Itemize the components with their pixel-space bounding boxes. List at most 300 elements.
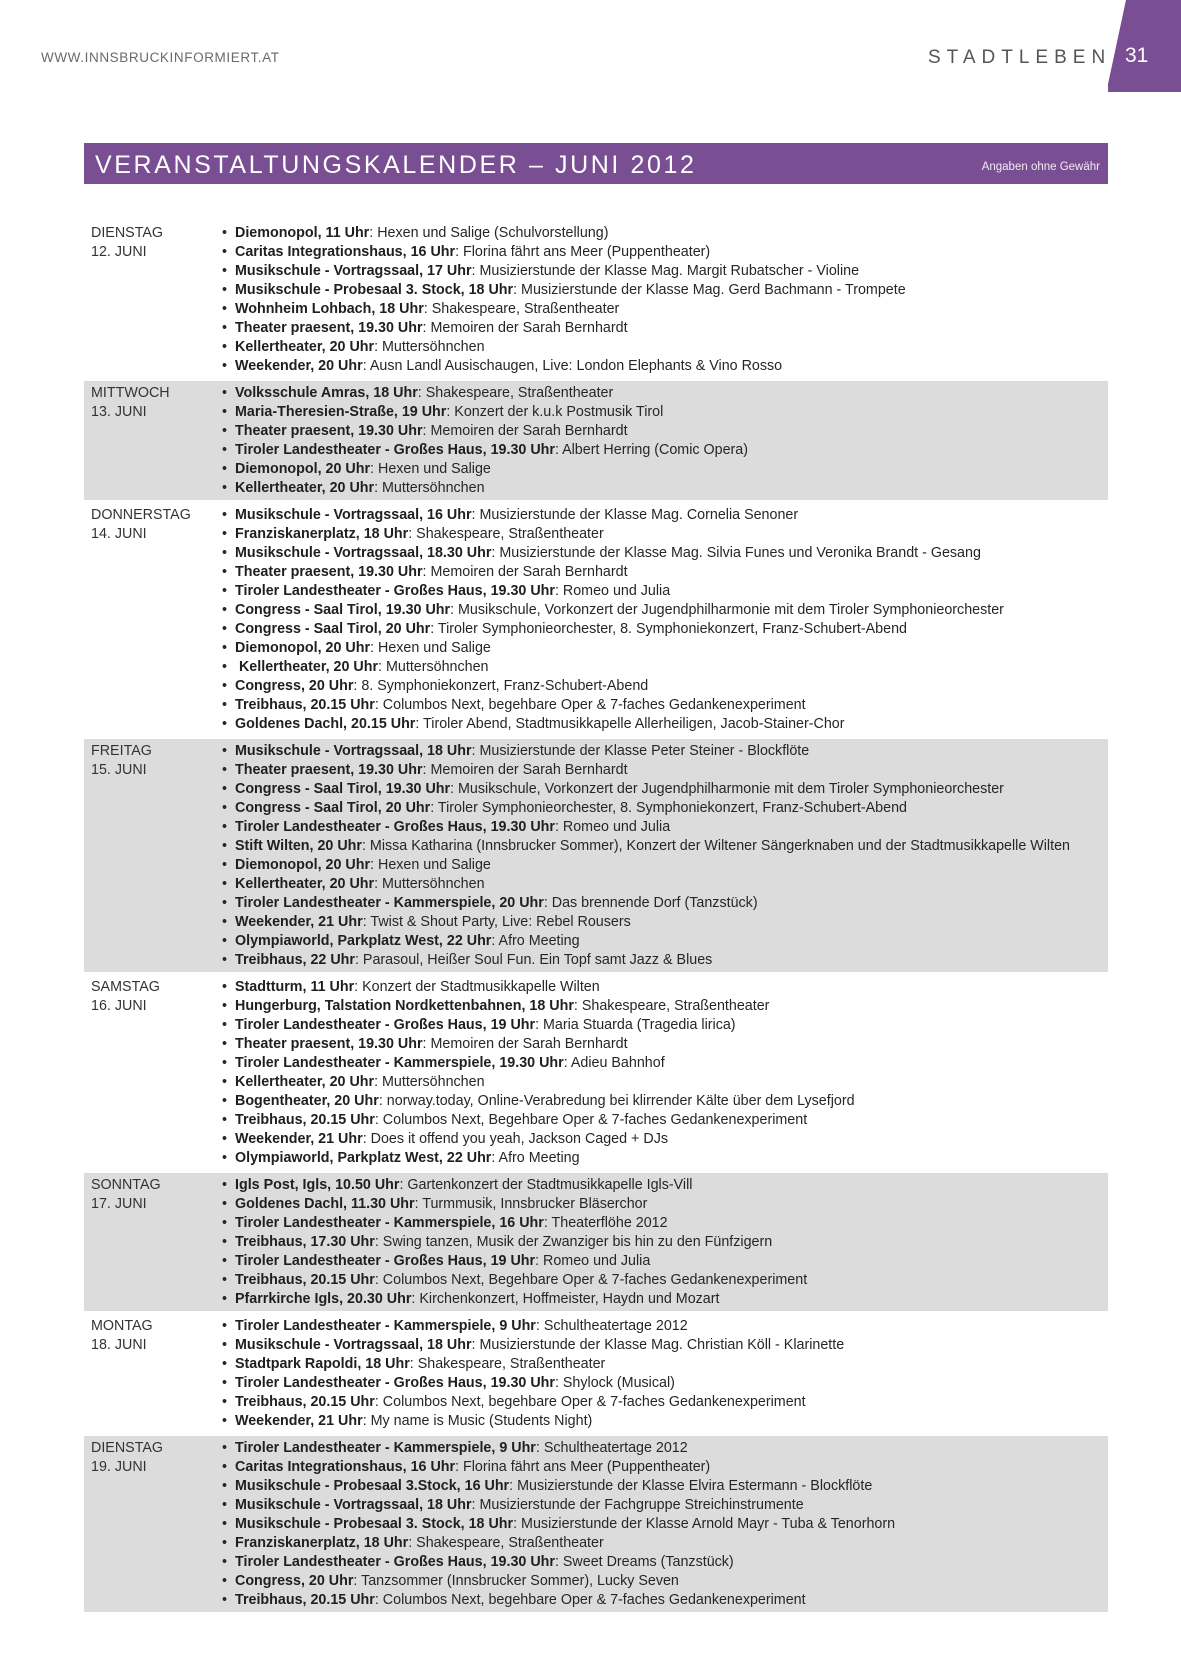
event-item bbox=[222, 262, 1108, 281]
event-item bbox=[222, 506, 1108, 525]
bullet-icon: • bbox=[222, 1036, 228, 1052]
day-label bbox=[84, 224, 222, 376]
event-venue-time: Musikschule - Vortragssaal, 18.30 Uhr bbox=[235, 545, 492, 561]
event-description: : Ausn Landl Ausischaugen, Live: London Elephants & Vino Rosso bbox=[362, 358, 783, 374]
bullet-icon: • bbox=[222, 914, 228, 930]
event-item bbox=[222, 1073, 1108, 1092]
bullet-icon: • bbox=[222, 1215, 228, 1231]
event-venue-time: Musikschule - Vortragssaal, 16 Uhr bbox=[235, 507, 472, 523]
event-venue-time: Tiroler Landestheater - Großes Haus, 19.30 Uhr bbox=[235, 1375, 555, 1391]
event-description: : Tanzsommer (Innsbrucker Sommer), Lucky Seven bbox=[353, 1573, 679, 1589]
event-description: : Konzert der k.u.k Postmusik Tirol bbox=[446, 404, 664, 420]
event-item bbox=[222, 243, 1108, 262]
event-description: : Turmmusik, Innsbrucker Bläserchor bbox=[414, 1196, 648, 1212]
event-description: : Shakespeare, Straßentheater bbox=[408, 1535, 604, 1551]
event-description: : Columbos Next, begehbare Oper & 7-faches Gedankenexperiment bbox=[374, 697, 806, 713]
event-description: : Shakespeare, Straßentheater bbox=[408, 526, 604, 542]
event-item bbox=[222, 978, 1108, 997]
event-venue-time: Treibhaus, 20.15 Uhr bbox=[235, 1394, 375, 1410]
bullet-icon: • bbox=[222, 1234, 228, 1250]
event-description: : Columbos Next, Begehbare Oper & 7-faches Gedankenexperiment bbox=[374, 1112, 808, 1128]
bullet-icon: • bbox=[222, 659, 228, 675]
event-venue-time: Kellertheater, 20 Uhr bbox=[235, 339, 375, 355]
bullet-icon: • bbox=[222, 1459, 228, 1475]
bullet-icon: • bbox=[222, 385, 228, 401]
event-venue-time: Hungerburg, Talstation Nordkettenbahnen, 18 Uhr bbox=[235, 998, 574, 1014]
event-venue-time: Weekender, 20 Uhr bbox=[235, 358, 363, 374]
event-item bbox=[222, 224, 1108, 243]
date: 17. JUNI bbox=[91, 1196, 147, 1212]
event-item bbox=[222, 357, 1108, 376]
bullet-icon: • bbox=[222, 545, 228, 561]
event-description: : Muttersöhnchen bbox=[374, 1074, 485, 1090]
date: 13. JUNI bbox=[91, 404, 147, 420]
event-item bbox=[222, 1393, 1108, 1412]
bullet-icon: • bbox=[222, 480, 228, 496]
event-description: : Musizierstunde der Klasse Arnold Mayr - Tuba & Tenorhorn bbox=[513, 1516, 896, 1532]
event-description: : Swing tanzen, Musik der Zwanziger bis hin zu den Fünfzigern bbox=[374, 1234, 773, 1250]
event-description: : Hexen und Salige bbox=[370, 461, 491, 477]
event-item bbox=[222, 601, 1108, 620]
event-item bbox=[222, 837, 1108, 856]
bullet-icon: • bbox=[222, 244, 228, 260]
event-description: : Musikschule, Vorkonzert der Jugendphilharmonie mit dem Tiroler Symphonieorchester bbox=[450, 781, 1004, 797]
event-item bbox=[222, 403, 1108, 422]
bullet-icon: • bbox=[222, 583, 228, 599]
event-description: : Tiroler Abend, Stadtmusikkapelle Allerheiligen, Jacob-Stainer-Chor bbox=[415, 716, 845, 732]
event-venue-time: Musikschule - Probesaal 3. Stock, 18 Uhr bbox=[235, 1516, 514, 1532]
event-venue-time: Theater praesent, 19.30 Uhr bbox=[235, 1036, 423, 1052]
event-venue-time: Goldenes Dachl, 20.15 Uhr bbox=[235, 716, 416, 732]
bullet-icon: • bbox=[222, 678, 228, 694]
bullet-icon: • bbox=[222, 1592, 228, 1608]
calendar-title-bar bbox=[84, 143, 1108, 184]
bullet-icon: • bbox=[222, 1497, 228, 1513]
bullet-icon: • bbox=[222, 301, 228, 317]
day-block bbox=[84, 221, 1108, 381]
event-item bbox=[222, 875, 1108, 894]
event-venue-time: Treibhaus, 20.15 Uhr bbox=[235, 1592, 375, 1608]
event-description: : Shakespeare, Straßentheater bbox=[409, 1356, 606, 1372]
event-venue-time: Stadtpark Rapoldi, 18 Uhr bbox=[235, 1356, 410, 1372]
event-description: : Hexen und Salige bbox=[370, 857, 491, 873]
event-description: : Tiroler Symphonieorchester, 8. Symphoniekonzert, Franz-Schubert-Abend bbox=[430, 621, 907, 637]
event-item bbox=[222, 1591, 1108, 1610]
event-description: : Missa Katharina (Innsbrucker Sommer), Konzert der Wiltener Sängerknaben und der Stadtmusikkapelle Wilten bbox=[361, 838, 1070, 854]
event-item bbox=[222, 1214, 1108, 1233]
bullet-icon: • bbox=[222, 1440, 228, 1456]
event-item bbox=[222, 658, 1108, 677]
event-item bbox=[222, 1233, 1108, 1252]
event-description: : Muttersöhnchen bbox=[374, 480, 485, 496]
bullet-icon: • bbox=[222, 423, 228, 439]
bullet-icon: • bbox=[222, 1337, 228, 1353]
bullet-icon: • bbox=[222, 838, 228, 854]
date: 12. JUNI bbox=[91, 244, 147, 260]
event-venue-time: Treibhaus, 20.15 Uhr bbox=[235, 1112, 375, 1128]
event-venue-time: Treibhaus, 20.15 Uhr bbox=[235, 697, 375, 713]
bullet-icon: • bbox=[222, 1272, 228, 1288]
event-description: : Kirchenkonzert, Hoffmeister, Haydn und Mozart bbox=[411, 1291, 720, 1307]
event-venue-time: Tiroler Landestheater - Großes Haus, 19 Uhr bbox=[235, 1017, 536, 1033]
event-description: : Afro Meeting bbox=[491, 1150, 580, 1166]
event-item bbox=[222, 1195, 1108, 1214]
event-item bbox=[222, 1355, 1108, 1374]
section-label: STADTLEBEN bbox=[928, 47, 1112, 68]
event-venue-time: Tiroler Landestheater - Kammerspiele, 19.30 Uhr bbox=[235, 1055, 564, 1071]
bullet-icon: • bbox=[222, 564, 228, 580]
event-description: : Gartenkonzert der Stadtmusikkapelle Igls-Vill bbox=[399, 1177, 693, 1193]
page-number: 31 bbox=[1125, 44, 1149, 67]
event-venue-time: Weekender, 21 Uhr bbox=[235, 914, 363, 930]
event-item bbox=[222, 1317, 1108, 1336]
day-block bbox=[84, 381, 1108, 503]
event-venue-time: Kellertheater, 20 Uhr bbox=[235, 876, 375, 892]
event-venue-time: Tiroler Landestheater - Großes Haus, 19.30 Uhr bbox=[235, 1554, 555, 1570]
bullet-icon: • bbox=[222, 743, 228, 759]
event-description: : Musizierstunde der Klasse Mag. Christian Köll - Klarinette bbox=[471, 1337, 845, 1353]
event-description: : Adieu Bahnhof bbox=[563, 1055, 665, 1071]
event-list bbox=[222, 506, 1108, 734]
day-label bbox=[84, 384, 222, 498]
event-item bbox=[222, 1336, 1108, 1355]
event-item bbox=[222, 582, 1108, 601]
event-list bbox=[222, 384, 1108, 498]
bullet-icon: • bbox=[222, 819, 228, 835]
event-list bbox=[222, 742, 1108, 970]
event-item bbox=[222, 384, 1108, 403]
event-venue-time: Wohnheim Lohbach, 18 Uhr bbox=[235, 301, 424, 317]
bullet-icon: • bbox=[222, 1394, 228, 1410]
event-item bbox=[222, 715, 1108, 734]
weekday: DIENSTAG bbox=[91, 1440, 164, 1456]
event-description: : Musizierstunde der Klasse Elvira Estermann - Blockflöte bbox=[509, 1478, 873, 1494]
bullet-icon: • bbox=[222, 762, 228, 778]
bullet-icon: • bbox=[222, 1253, 228, 1269]
event-item bbox=[222, 639, 1108, 658]
event-venue-time: Musikschule - Vortragssaal, 18 Uhr bbox=[235, 1337, 472, 1353]
event-item bbox=[222, 818, 1108, 837]
event-list bbox=[222, 1176, 1108, 1309]
event-venue-time: Treibhaus, 17.30 Uhr bbox=[235, 1234, 375, 1250]
event-description: : Albert Herring (Comic Opera) bbox=[554, 442, 749, 458]
bullet-icon: • bbox=[222, 1375, 228, 1391]
event-item bbox=[222, 761, 1108, 780]
event-venue-time: Franziskanerplatz, 18 Uhr bbox=[235, 1535, 409, 1551]
event-venue-time: Treibhaus, 20.15 Uhr bbox=[235, 1272, 375, 1288]
date: 14. JUNI bbox=[91, 526, 147, 542]
bullet-icon: • bbox=[222, 1112, 228, 1128]
event-venue-time: Pfarrkirche Igls, 20.30 Uhr bbox=[235, 1291, 412, 1307]
event-description: : 8. Symphoniekonzert, Franz-Schubert-Abend bbox=[353, 678, 649, 694]
day-label bbox=[84, 1317, 222, 1431]
event-item bbox=[222, 1290, 1108, 1309]
event-item bbox=[222, 1458, 1108, 1477]
event-description: : Theaterflöhe 2012 bbox=[543, 1215, 668, 1231]
event-item bbox=[222, 1496, 1108, 1515]
bullet-icon: • bbox=[222, 1535, 228, 1551]
event-venue-time: Weekender, 21 Uhr bbox=[235, 1413, 363, 1429]
event-venue-time: Tiroler Landestheater - Kammerspiele, 20 Uhr bbox=[235, 895, 544, 911]
event-item bbox=[222, 932, 1108, 951]
day-block bbox=[84, 503, 1108, 739]
event-venue-time: Treibhaus, 22 Uhr bbox=[235, 952, 355, 968]
event-venue-time: Theater praesent, 19.30 Uhr bbox=[235, 423, 423, 439]
event-venue-time: Tiroler Landestheater - Großes Haus, 19.30 Uhr bbox=[235, 583, 555, 599]
event-item bbox=[222, 1534, 1108, 1553]
event-description: : Memoiren der Sarah Bernhardt bbox=[422, 423, 628, 439]
event-description: : Musizierstunde der Klasse Mag. Gerd Bachmann - Trompete bbox=[513, 282, 906, 298]
event-item bbox=[222, 1054, 1108, 1073]
event-description: : Twist & Shout Party, Live: Rebel Rousers bbox=[362, 914, 631, 930]
event-venue-time: Theater praesent, 19.30 Uhr bbox=[235, 762, 423, 778]
bullet-icon: • bbox=[222, 697, 228, 713]
bullet-icon: • bbox=[222, 952, 228, 968]
event-list bbox=[222, 978, 1108, 1168]
event-calendar bbox=[84, 221, 1108, 1615]
event-venue-time: Musikschule - Probesaal 3.Stock, 16 Uhr bbox=[235, 1478, 510, 1494]
bullet-icon: • bbox=[222, 602, 228, 618]
event-description: : Schultheatertage 2012 bbox=[535, 1440, 688, 1456]
event-item bbox=[222, 856, 1108, 875]
event-description: : Musizierstunde der Klasse Mag. Margit Rubatscher - Violine bbox=[471, 263, 860, 279]
event-venue-time: Stadtturm, 11 Uhr bbox=[235, 979, 355, 995]
event-list bbox=[222, 1439, 1108, 1610]
event-description: : My name is Music (Students Night) bbox=[362, 1413, 593, 1429]
event-venue-time: Diemonopol, 20 Uhr bbox=[235, 857, 371, 873]
bullet-icon: • bbox=[222, 895, 228, 911]
event-description: : Sweet Dreams (Tanzstück) bbox=[554, 1554, 734, 1570]
event-item bbox=[222, 1477, 1108, 1496]
bullet-icon: • bbox=[222, 1017, 228, 1033]
event-venue-time: Congress - Saal Tirol, 19.30 Uhr bbox=[235, 602, 451, 618]
event-description: : Memoiren der Sarah Bernhardt bbox=[422, 564, 628, 580]
bullet-icon: • bbox=[222, 507, 228, 523]
bullet-icon: • bbox=[222, 1291, 228, 1307]
bullet-icon: • bbox=[222, 800, 228, 816]
event-description: : Shakespeare, Straßentheater bbox=[573, 998, 770, 1014]
event-item bbox=[222, 338, 1108, 357]
event-description: : norway.today, Online-Verabredung bei klirrender Kälte über dem Lysefjord bbox=[378, 1093, 855, 1109]
event-venue-time: Musikschule - Vortragssaal, 17 Uhr bbox=[235, 263, 472, 279]
bullet-icon: • bbox=[222, 933, 228, 949]
event-description: : Musizierstunde der Klasse Peter Steiner - Blockflöte bbox=[471, 743, 810, 759]
event-venue-time: Tiroler Landestheater - Großes Haus, 19.30 Uhr bbox=[235, 819, 555, 835]
day-block bbox=[84, 739, 1108, 975]
event-venue-time: Caritas Integrationshaus, 16 Uhr bbox=[235, 244, 456, 260]
event-venue-time: Tiroler Landestheater - Großes Haus, 19.30 Uhr bbox=[235, 442, 555, 458]
event-venue-time: Goldenes Dachl, 11.30 Uhr bbox=[235, 1196, 415, 1212]
event-description: : Maria Stuarda (Tragedia lirica) bbox=[535, 1017, 736, 1033]
event-item bbox=[222, 677, 1108, 696]
bullet-icon: • bbox=[222, 358, 228, 374]
event-venue-time: Kellertheater, 20 Uhr bbox=[235, 659, 379, 675]
day-label bbox=[84, 506, 222, 734]
day-block bbox=[84, 1173, 1108, 1314]
bullet-icon: • bbox=[222, 1554, 228, 1570]
event-venue-time: Caritas Integrationshaus, 16 Uhr bbox=[235, 1459, 456, 1475]
event-item bbox=[222, 1092, 1108, 1111]
bullet-icon: • bbox=[222, 225, 228, 241]
bullet-icon: • bbox=[222, 1074, 228, 1090]
event-venue-time: Congress - Saal Tirol, 20 Uhr bbox=[235, 800, 431, 816]
event-description: : Columbos Next, Begehbare Oper & 7-faches Gedankenexperiment bbox=[374, 1272, 808, 1288]
event-venue-time: Olympiaworld, Parkplatz West, 22 Uhr bbox=[235, 1150, 492, 1166]
event-description: : Muttersöhnchen bbox=[378, 659, 489, 675]
event-item bbox=[222, 422, 1108, 441]
event-description: : Musizierstunde der Klasse Mag. Silvia Funes und Veronika Brandt - Gesang bbox=[491, 545, 981, 561]
event-item bbox=[222, 441, 1108, 460]
event-venue-time: Tiroler Landestheater - Großes Haus, 19 Uhr bbox=[235, 1253, 536, 1269]
event-list bbox=[222, 224, 1108, 376]
event-description: : Memoiren der Sarah Bernhardt bbox=[422, 1036, 628, 1052]
bullet-icon: • bbox=[222, 1093, 228, 1109]
bullet-icon: • bbox=[222, 320, 228, 336]
weekday: FREITAG bbox=[91, 743, 152, 759]
event-item bbox=[222, 894, 1108, 913]
bullet-icon: • bbox=[222, 1318, 228, 1334]
event-item bbox=[222, 479, 1108, 498]
day-block bbox=[84, 1436, 1108, 1615]
event-item bbox=[222, 525, 1108, 544]
date: 15. JUNI bbox=[91, 762, 147, 778]
bullet-icon: • bbox=[222, 339, 228, 355]
event-description: : Romeo und Julia bbox=[554, 819, 671, 835]
event-item bbox=[222, 1149, 1108, 1168]
event-description: : Does it offend you yeah, Jackson Caged + DJs bbox=[362, 1131, 668, 1147]
event-description: : Musizierstunde der Fachgruppe Streichinstrumente bbox=[471, 1497, 804, 1513]
event-item bbox=[222, 913, 1108, 932]
event-venue-time: Congress - Saal Tirol, 19.30 Uhr bbox=[235, 781, 451, 797]
event-venue-time: Musikschule - Vortragssaal, 18 Uhr bbox=[235, 1497, 472, 1513]
event-item bbox=[222, 799, 1108, 818]
event-venue-time: Maria-Theresien-Straße, 19 Uhr bbox=[235, 404, 447, 420]
event-description: : Shakespeare, Straßentheater bbox=[423, 301, 620, 317]
event-venue-time: Olympiaworld, Parkplatz West, 22 Uhr bbox=[235, 933, 492, 949]
event-description: : Shylock (Musical) bbox=[554, 1375, 675, 1391]
bullet-icon: • bbox=[222, 404, 228, 420]
bullet-icon: • bbox=[222, 1478, 228, 1494]
event-list bbox=[222, 1317, 1108, 1431]
event-venue-time: Congress, 20 Uhr bbox=[235, 678, 354, 694]
event-venue-time: Diemonopol, 20 Uhr bbox=[235, 461, 371, 477]
event-description: : Konzert der Stadtmusikkapelle Wilten bbox=[354, 979, 600, 995]
bullet-icon: • bbox=[222, 263, 228, 279]
bullet-icon: • bbox=[222, 1150, 228, 1166]
event-item bbox=[222, 997, 1108, 1016]
event-item bbox=[222, 460, 1108, 479]
event-item bbox=[222, 1374, 1108, 1393]
event-description: : Das brennende Dorf (Tanzstück) bbox=[543, 895, 758, 911]
bullet-icon: • bbox=[222, 640, 228, 656]
date: 18. JUNI bbox=[91, 1337, 147, 1353]
event-item bbox=[222, 1130, 1108, 1149]
event-description: : Schultheatertage 2012 bbox=[535, 1318, 688, 1334]
event-description: : Muttersöhnchen bbox=[374, 876, 485, 892]
event-venue-time: Tiroler Landestheater - Kammerspiele, 9 Uhr bbox=[235, 1318, 536, 1334]
event-venue-time: Theater praesent, 19.30 Uhr bbox=[235, 320, 423, 336]
bullet-icon: • bbox=[222, 621, 228, 637]
event-description: : Florina fährt ans Meer (Puppentheater) bbox=[455, 1459, 711, 1475]
calendar-title: VERANSTALTUNGSKALENDER – JUNI 2012 bbox=[95, 151, 697, 179]
bullet-icon: • bbox=[222, 998, 228, 1014]
bullet-icon: • bbox=[222, 442, 228, 458]
day-label bbox=[84, 742, 222, 970]
bullet-icon: • bbox=[222, 781, 228, 797]
event-description: : Musizierstunde der Klasse Mag. Cornelia Senoner bbox=[471, 507, 799, 523]
event-description: : Romeo und Julia bbox=[554, 583, 671, 599]
event-item bbox=[222, 1176, 1108, 1195]
bullet-icon: • bbox=[222, 1055, 228, 1071]
day-label bbox=[84, 978, 222, 1168]
weekday: DONNERSTAG bbox=[91, 507, 191, 523]
event-venue-time: Stift Wilten, 20 Uhr bbox=[235, 838, 362, 854]
bullet-icon: • bbox=[222, 857, 228, 873]
event-item bbox=[222, 300, 1108, 319]
bullet-icon: • bbox=[222, 979, 228, 995]
event-description: : Romeo und Julia bbox=[535, 1253, 651, 1269]
event-venue-time: Volksschule Amras, 18 Uhr bbox=[235, 385, 418, 401]
event-item bbox=[222, 696, 1108, 715]
event-description: : Memoiren der Sarah Bernhardt bbox=[422, 762, 628, 778]
site-url: WWW.INNSBRUCKINFORMIERT.AT bbox=[41, 50, 280, 65]
bullet-icon: • bbox=[222, 716, 228, 732]
event-description: : Memoiren der Sarah Bernhardt bbox=[422, 320, 628, 336]
event-description: : Columbos Next, begehbare Oper & 7-faches Gedankenexperiment bbox=[374, 1394, 806, 1410]
event-description: : Tiroler Symphonieorchester, 8. Symphoniekonzert, Franz-Schubert-Abend bbox=[430, 800, 907, 816]
event-item bbox=[222, 281, 1108, 300]
bullet-icon: • bbox=[222, 526, 228, 542]
event-item bbox=[222, 319, 1108, 338]
event-venue-time: Weekender, 21 Uhr bbox=[235, 1131, 363, 1147]
bullet-icon: • bbox=[222, 876, 228, 892]
event-item bbox=[222, 1553, 1108, 1572]
bullet-icon: • bbox=[222, 1413, 228, 1429]
bullet-icon: • bbox=[222, 1573, 228, 1589]
event-venue-time: Tiroler Landestheater - Kammerspiele, 16 Uhr bbox=[235, 1215, 544, 1231]
event-item bbox=[222, 1572, 1108, 1591]
event-description: : Parasoul, Heißer Soul Fun. Ein Topf samt Jazz & Blues bbox=[354, 952, 713, 968]
event-venue-time: Musikschule - Vortragssaal, 18 Uhr bbox=[235, 743, 472, 759]
bullet-icon: • bbox=[222, 1516, 228, 1532]
event-description: : Afro Meeting bbox=[491, 933, 580, 949]
event-venue-time: Bogentheater, 20 Uhr bbox=[235, 1093, 379, 1109]
event-venue-time: Theater praesent, 19.30 Uhr bbox=[235, 564, 423, 580]
event-item bbox=[222, 620, 1108, 639]
event-venue-time: Congress - Saal Tirol, 20 Uhr bbox=[235, 621, 431, 637]
bullet-icon: • bbox=[222, 1177, 228, 1193]
event-item bbox=[222, 951, 1108, 970]
event-item bbox=[222, 1035, 1108, 1054]
event-description: : Musikschule, Vorkonzert der Jugendphilharmonie mit dem Tiroler Symphonieorchester bbox=[450, 602, 1004, 618]
event-venue-time: Diemonopol, 11 Uhr bbox=[235, 225, 370, 241]
event-item bbox=[222, 544, 1108, 563]
event-item bbox=[222, 742, 1108, 761]
weekday: SONNTAG bbox=[91, 1177, 161, 1193]
event-item bbox=[222, 1271, 1108, 1290]
event-description: : Shakespeare, Straßentheater bbox=[417, 385, 614, 401]
event-item bbox=[222, 1016, 1108, 1035]
bullet-icon: • bbox=[222, 282, 228, 298]
event-venue-time: Kellertheater, 20 Uhr bbox=[235, 480, 375, 496]
day-block bbox=[84, 975, 1108, 1173]
weekday: MONTAG bbox=[91, 1318, 153, 1334]
disclaimer-note: Angaben ohne Gewähr bbox=[981, 161, 1100, 173]
day-label bbox=[84, 1439, 222, 1610]
event-description: : Hexen und Salige (Schulvorstellung) bbox=[369, 225, 609, 241]
day-block bbox=[84, 1314, 1108, 1436]
event-item bbox=[222, 1111, 1108, 1130]
